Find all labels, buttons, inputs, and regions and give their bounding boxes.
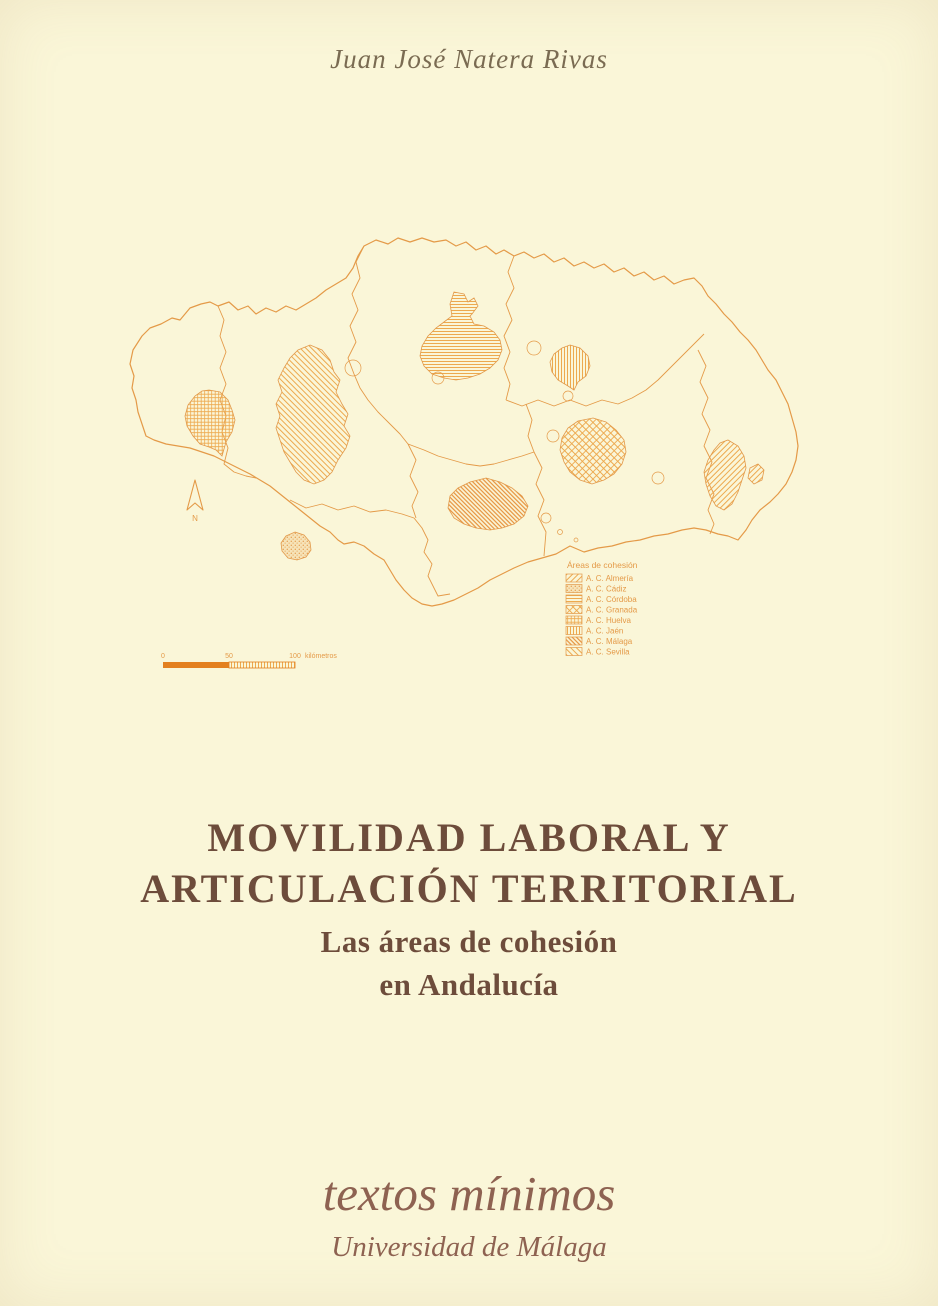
legend-label: A. C. Almería [586, 574, 634, 583]
legend-item [566, 585, 626, 594]
border-granada-almeria [698, 350, 714, 534]
legend-item [566, 627, 623, 636]
title-block [0, 812, 938, 1006]
legend-item [566, 595, 637, 604]
book-title-line2: ARTICULACIÓN TERRITORIAL [140, 866, 798, 911]
region-malaga-hatch [448, 478, 528, 530]
legend-label: A. C. Córdoba [586, 595, 637, 604]
book-subtitle-line1: Las áreas de cohesión [320, 924, 618, 959]
region-almeria-hatch-east [748, 464, 764, 484]
legend-title: Áreas de cohesión [567, 560, 638, 570]
author-name: Juan José Natera Rivas [330, 44, 608, 74]
legend-label: A. C. Huelva [586, 616, 631, 625]
north-arrow-label: N [192, 514, 198, 523]
border-sevilla-cadiz [290, 500, 414, 518]
legend-swatch-cadiz [566, 585, 582, 593]
region-granada-hatch [560, 418, 626, 484]
legend-swatch-granada [566, 606, 582, 614]
region-jaen-hatch [550, 345, 590, 390]
scale-unit-label: kilómetros [305, 653, 337, 660]
border-cordoba-malaga [408, 444, 534, 466]
legend-swatch-malaga [566, 637, 582, 645]
legend-swatch-cordoba [566, 595, 582, 603]
book-title-line1: MOVILIDAD LABORAL Y [207, 815, 731, 860]
border-jaen-granada [506, 334, 704, 406]
border-cordoba-jaen [504, 256, 514, 400]
scale-bar-right-segment [229, 662, 295, 668]
legend-item [566, 616, 631, 625]
legend-item [566, 574, 634, 583]
border-granada-west [526, 404, 546, 556]
region-sevilla-hatch [276, 345, 350, 484]
border-cadiz-malaga [414, 518, 450, 596]
border-sevilla-cordoba [348, 246, 408, 444]
book-subtitle-line2: en Andalucía [379, 967, 559, 1002]
scale-tick-100: 100 [289, 653, 301, 660]
border-huelva-sevilla [218, 306, 256, 478]
map-legend [566, 560, 638, 657]
region-almeria-hatch [704, 440, 746, 510]
region-cordoba-hatch [420, 292, 502, 380]
scale-bar [161, 653, 337, 668]
legend-item [566, 606, 638, 615]
publisher-name: Universidad de Málaga [331, 1231, 607, 1263]
legend-label: A. C. Cádiz [586, 584, 627, 594]
legend-swatch-sevilla [566, 648, 582, 656]
legend-label: A. C. Sevilla [586, 647, 630, 657]
legend-label: A. C. Jaén [586, 626, 624, 636]
border-sevilla-malaga [408, 444, 418, 518]
cohesion-areas [185, 292, 764, 560]
scale-bar-left-segment [163, 662, 229, 668]
region-cadiz-hatch [281, 532, 311, 560]
legend-swatch-jaen [566, 627, 582, 635]
scale-tick-50: 50 [225, 653, 233, 660]
legend-label: A. C. Málaga [586, 637, 633, 646]
legend-item [566, 637, 633, 646]
north-arrow-icon [187, 480, 203, 523]
scale-tick-0: 0 [161, 653, 165, 660]
andalucia-map [98, 228, 818, 688]
legend-swatch-almeria [566, 574, 582, 582]
legend-swatch-huelva [566, 616, 582, 624]
legend-item [566, 648, 630, 657]
legend-label: A. C. Granada [586, 605, 638, 615]
series-name: textos mínimos [322, 1166, 616, 1221]
